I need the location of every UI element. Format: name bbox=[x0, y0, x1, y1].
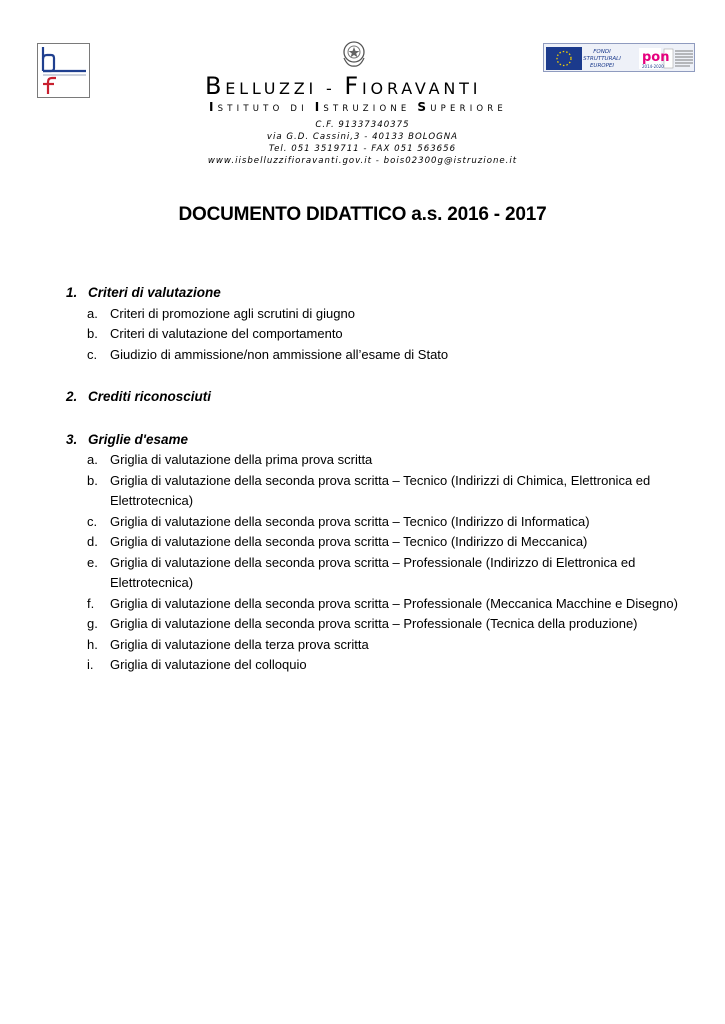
phone-fax: Tel. 051 3519711 - FAX 051 563656 bbox=[268, 144, 457, 154]
section-number: 1. bbox=[66, 285, 78, 300]
pon-fondi-line1: FONDI bbox=[593, 49, 611, 55]
item-text: Griglia di valutazione del colloquio bbox=[110, 657, 307, 672]
italian-republic-emblem bbox=[340, 38, 368, 68]
school-name-part: IORAVANTI bbox=[362, 79, 482, 98]
school-logo bbox=[37, 43, 90, 98]
bf-logo-icon bbox=[38, 44, 89, 97]
item-letter: d. bbox=[87, 534, 98, 549]
item-text: Criteri di promozione agli scrutini di giugno bbox=[110, 305, 355, 321]
school-subtitle-part: S bbox=[417, 100, 431, 114]
document-outline bbox=[60, 283, 680, 698]
school-subtitle-part: UPERIORE bbox=[430, 104, 507, 114]
item-letter: f. bbox=[87, 595, 95, 611]
pon-fondi-line2: STRUTTURALI bbox=[583, 56, 621, 62]
list-item bbox=[60, 553, 680, 594]
address: via G.D. Cassini,3 - 40133 BOLOGNA bbox=[266, 132, 459, 142]
pon-banner-graphic bbox=[544, 44, 695, 72]
section-heading bbox=[60, 430, 680, 451]
item-text: Griglia di valutazione della seconda prova scritta – Tecnico (Indirizzi di Chimica, Elettronica ed Elettrotecnica) bbox=[110, 472, 651, 508]
section-number: 3. bbox=[66, 431, 78, 447]
school-name-part: F bbox=[344, 72, 363, 100]
item-letter: i. bbox=[87, 657, 94, 672]
section-title: Griglie d'esame bbox=[88, 431, 189, 447]
school-subtitle-part: I bbox=[314, 100, 324, 114]
item-text: Griglia di valutazione della seconda prova scritta – Tecnico (Indirizzo di Informatica) bbox=[110, 513, 590, 529]
school-subtitle-part: I bbox=[209, 100, 218, 114]
list-item bbox=[60, 614, 680, 635]
item-letter: g. bbox=[87, 616, 98, 631]
item-letter: b. bbox=[87, 472, 98, 488]
item-text: Griglia di valutazione della seconda prova scritta – Tecnico (Indirizzo di Meccanica) bbox=[110, 534, 588, 549]
list-item bbox=[60, 450, 680, 471]
section bbox=[60, 430, 680, 676]
list-item bbox=[60, 512, 680, 533]
pon-banner bbox=[543, 43, 695, 72]
list-item bbox=[60, 304, 680, 325]
item-text: Griglia di valutazione della seconda prova scritta – Professionale (Tecnica della produzione) bbox=[110, 616, 638, 631]
school-subtitle-part: STRUZIONE bbox=[323, 104, 418, 114]
item-text: Giudizio di ammissione/non ammissione all’esame di Stato bbox=[110, 346, 449, 362]
list-item bbox=[60, 635, 680, 656]
item-text: Griglia di valutazione della seconda prova scritta – Professionale (Indirizzo di Elettronica ed Elettrotecnica) bbox=[110, 554, 636, 590]
website-email: www.iisbelluzzifioravanti.gov.it - bois02300g@istruzione.it bbox=[207, 156, 518, 166]
list-item bbox=[60, 345, 680, 366]
item-text: Criteri di valutazione del comportamento bbox=[110, 326, 343, 341]
section bbox=[60, 283, 680, 365]
republic-emblem-icon bbox=[340, 38, 368, 68]
section-heading bbox=[60, 283, 680, 304]
pon-fondi-line3: EUROPEI bbox=[589, 63, 615, 69]
item-text: Griglia di valutazione della seconda prova scritta – Professionale (Meccanica Macchine e Disegno) bbox=[110, 595, 678, 611]
list-item bbox=[60, 655, 680, 676]
section-number: 2. bbox=[66, 389, 78, 404]
item-letter: c. bbox=[87, 346, 98, 362]
item-letter: h. bbox=[87, 636, 98, 652]
item-letter: e. bbox=[87, 554, 98, 570]
item-letter: b. bbox=[87, 326, 98, 341]
item-letter: c. bbox=[87, 513, 98, 529]
list-item bbox=[60, 471, 680, 512]
item-text: Griglia di valutazione della prima prova scritta bbox=[110, 452, 373, 467]
item-letter: a. bbox=[87, 452, 98, 467]
pon-logo-text: pon bbox=[642, 50, 670, 65]
school-name bbox=[205, 72, 505, 98]
list-item bbox=[60, 324, 680, 345]
list-item bbox=[60, 594, 680, 615]
fiscal-code: C.F. 91337340375 bbox=[315, 120, 410, 130]
section bbox=[60, 387, 680, 408]
section-title: Crediti riconosciuti bbox=[88, 389, 212, 404]
list-item bbox=[60, 532, 680, 553]
pon-period: 2014-2020 bbox=[642, 64, 664, 69]
section-title: Criteri di valutazione bbox=[88, 285, 221, 300]
document-title: DOCUMENTO DIDATTICO a.s. 2016 - 2017 bbox=[178, 204, 547, 225]
school-name-part: B bbox=[205, 72, 226, 100]
school-name-part: ELLUZZI - bbox=[225, 79, 345, 98]
school-subtitle-part: STITUTO DI bbox=[217, 104, 315, 114]
item-text: Griglia di valutazione della terza prova scritta bbox=[110, 636, 369, 652]
item-letter: a. bbox=[87, 305, 98, 321]
section-heading bbox=[60, 387, 680, 408]
school-subtitle bbox=[209, 100, 507, 112]
